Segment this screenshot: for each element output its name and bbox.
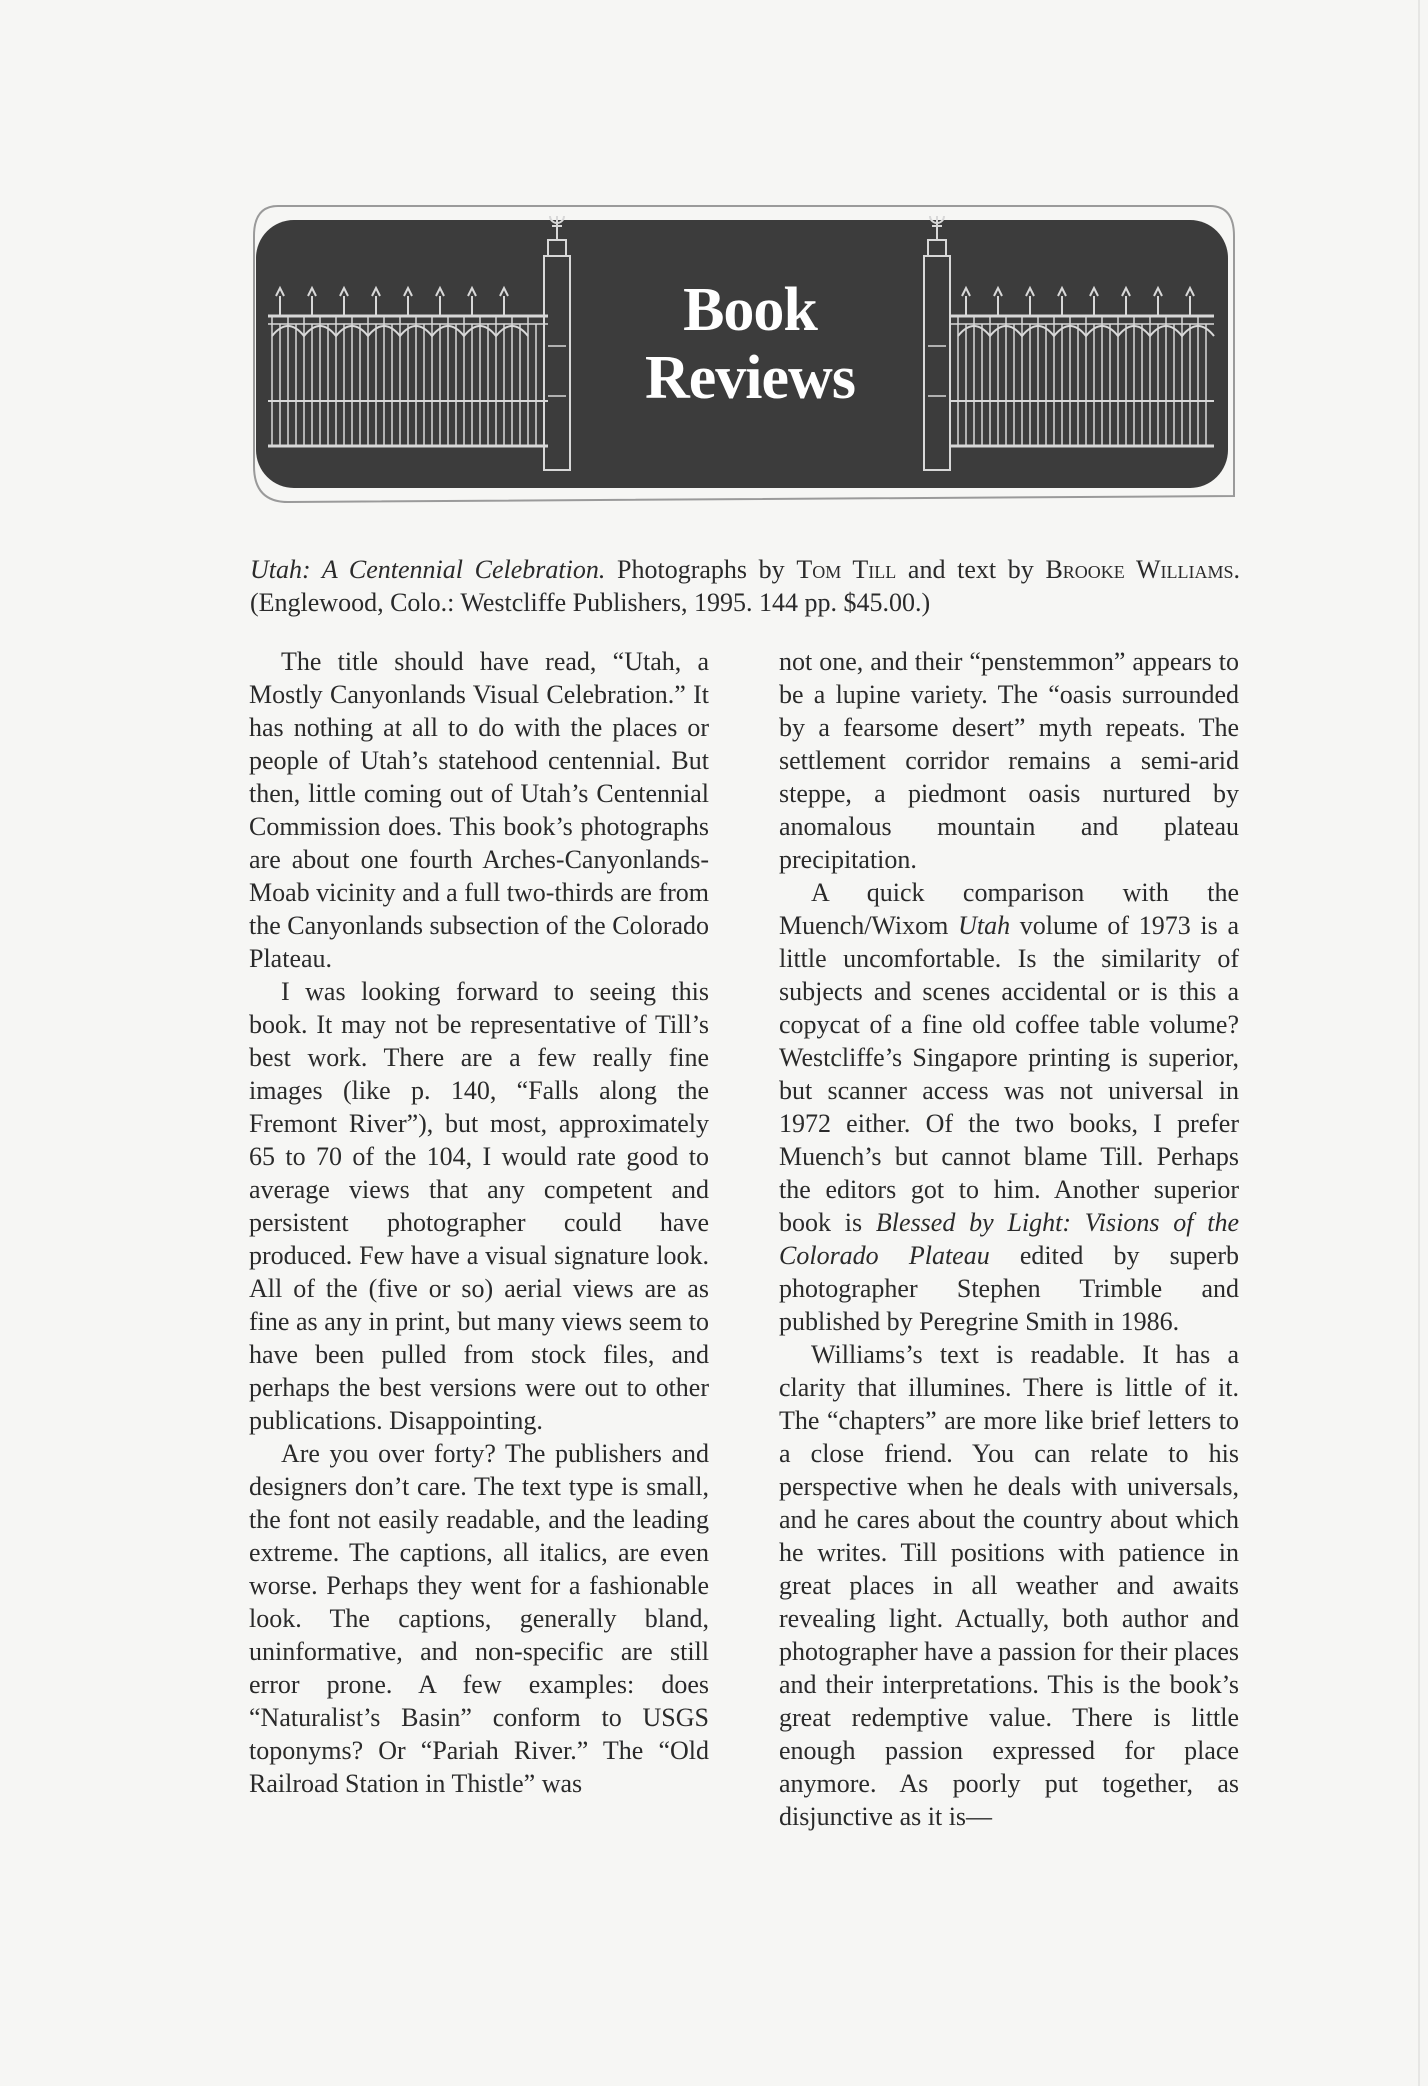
citation-photographer: Tom Till bbox=[796, 555, 897, 584]
banner-title-line-1: Book bbox=[683, 276, 817, 344]
right-p2-text-c: edited by superb photographer Stephen Trimble and published by Peregrine Smith in 1986. bbox=[779, 1241, 1239, 1336]
left-paragraph-1: The title should have read, “Utah, a Mostly Canyonlands Visual Celebration.” It has nothing at all to do with the places or people of Utah’s statehood centennial. But then, little coming out of Utah’s Centennial Commission does. This book’s photographs are about one fourth Arches-Canyonlands-Moab vicinity and a full two-thirds are from the Canyonlands subsection of the Colorado Plateau. bbox=[249, 647, 709, 973]
left-paragraph-3: Are you over forty? The publishers and designers don’t care. The text type is small, the font not easily readable, and the leading extreme. The captions, all italics, are even worse. Perhaps they went for a fashionable look. The captions, generally bland, uninformative, and non-specific are still error prone. A few examples: does “Naturalist’s Basin” conform to USGS toponyms? Or “Pariah River.” The “Old Railroad Station in Thistle” was bbox=[249, 1439, 709, 1798]
right-p2-italic-title-1: Utah bbox=[958, 911, 1011, 940]
banner-title bbox=[620, 276, 880, 412]
citation-book-title: Utah: A Centennial Celebration. bbox=[250, 555, 606, 584]
right-paragraph-1: not one, and their “penstemmon” appears to be a lupine variety. The “oasis surrounded by a fearsome desert” myth repeats. The settlement corridor remains a semi-arid steppe, a piedmont oasis nurtured by anomalous mountain and plateau precipitation. bbox=[779, 647, 1239, 874]
right-paragraph-2 bbox=[779, 876, 1239, 1338]
citation-author: Brooke Williams bbox=[1045, 555, 1234, 584]
citation-publisher-info: . (Englewood, Colo.: Westcliffe Publishers, 1995. 144 pp. $45.00.) bbox=[250, 555, 1240, 617]
citation-photos-by: Photographs by bbox=[605, 555, 797, 584]
left-column bbox=[249, 645, 709, 1800]
citation-text-by: and text by bbox=[896, 555, 1046, 584]
right-p2-text-b: volume of 1973 is a little uncomfortable. Is the similarity of subjects and scenes accidental or is this a copycat of a fine old coffee table volume? Westcliffe’s Singapore printing is superior, but scanner access was not universal in 1972 either. Of the two books, I prefer Muench’s but cannot blame Till. Perhaps the editors got to him. Another superior book is bbox=[779, 911, 1240, 1237]
book-reviews-banner bbox=[248, 196, 1240, 508]
left-paragraph-2: I was looking forward to seeing this book. It may not be representative of Till’s best work. There are a few really fine images (like p. 140, “Falls along the Fremont River”), but most, approximately 65 to 70 of the 104, I would rate good to average views that any competent and persistent photographer could have produced. Few have a visual signature look. All of the (five or so) aerial views are as fine as any in print, but many views seem to have been pulled from stock files, and perhaps the best versions were out to other publications. Disappointing. bbox=[249, 977, 709, 1435]
right-p2-italic-title-2: Blessed by Light: Visions of the Colorado Plateau bbox=[779, 1208, 1240, 1270]
right-column bbox=[779, 645, 1239, 1833]
banner-title-line-2: Reviews bbox=[645, 344, 855, 412]
book-citation bbox=[250, 553, 1240, 619]
page-edge bbox=[1418, 0, 1420, 2086]
right-p2-text-a: A quick comparison with the Muench/Wixom bbox=[779, 878, 1239, 940]
right-paragraph-3: Williams’s text is readable. It has a clarity that illumines. There is little of it. The “chapters” are more like brief letters to a close friend. You can relate to his perspective when he deals with universals, and he cares about the country about which he writes. Till positions with patience in great places in all weather and awaits revealing light. Actually, both author and photographer have a passion for their places and their interpretations. This is the book’s great redemptive value. There is little enough passion expressed for place anymore. As poorly put together, as disjunctive as it is— bbox=[779, 1340, 1239, 1831]
